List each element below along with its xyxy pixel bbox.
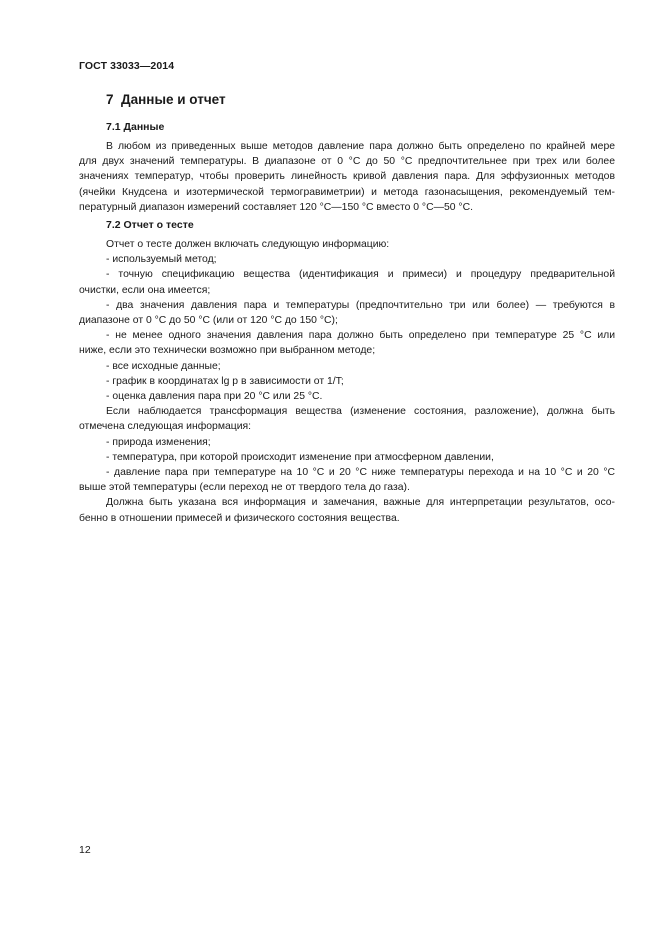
section-title [106,92,226,107]
text-line: Если наблюдается трансформация вещества (изменение состояния, разложение), должна быть [106,406,615,418]
list-item: - оценка давления пара при 20 °С или 25 °С. [106,391,323,403]
text-line: ниже, если это технически возможно при выбранном методе; [79,345,376,357]
text-line: выше этой температуры (если переход не от твердого тела до газа). [79,482,410,494]
list-item: - давление пара при температуре на 10 °С и 20 °С ниже температуры перехода и на 10 °С и 20 °С [106,467,615,479]
text-line: значениях температур, чтобы проверить линейность кривой давления пара. Для эффузионных методов [79,171,615,183]
list-item: - используемый метод; [106,254,217,266]
text-line: диапазоне от 0 °С до 50 °С (или от 120 °С до 150 °С); [79,315,338,327]
list-item: - природа изменения; [106,436,211,448]
text-line: В любом из приведенных выше методов давление пара должно быть определено по крайней мере [106,141,615,152]
list-item: - график в координатах lg p в зависимости от 1/T; [106,375,344,387]
section-number: 7 [106,92,114,107]
text-line: (ячейки Кнудсена и изотермической термогравиметрии) и метода газонасыщения, рекомендуемый тем- [79,186,615,198]
subsection-title-report: 7.2 Отчет о тесте [106,219,194,231]
list-item: - температура, при которой происходит изменение при атмосферном давлении, [106,451,494,463]
page-number: 12 [79,844,91,856]
data-paragraph [79,139,615,215]
text-line: Отчет о тесте должен включать следующую информацию: [106,239,390,250]
text-line: очистки, если она имеется; [79,284,211,296]
text-line: бенно в отношении примесей и физического состояния вещества. [79,512,400,524]
report-paragraphs [79,237,615,526]
text-line: отмечена следующая информация: [79,421,252,433]
subsection-title-data: 7.1 Данные [106,121,165,133]
standard-header: ГОСТ 33033—2014 [79,60,175,72]
list-item: - точную спецификацию вещества (идентификация и примеси) и процедуру предварительной [106,269,615,281]
list-item: - два значения давления пара и температуры (предпочтительно три или более) — требуются в [106,299,615,311]
list-item: - все исходные данные; [106,360,221,372]
list-item: - не менее одного значения давления пара должно быть определено при температуре 25 °С или [106,330,615,342]
text-line: Должна быть указана вся информация и замечания, важные для интерпретации результатов, осо- [106,497,615,509]
text-line: для двух значений температуры. В диапазоне от 0 °С до 50 °С предпочтительнее при трех или более [79,156,615,168]
text-line: пературный диапазон измерений составляет 120 °С—150 °С вместо 0 °С—50 °С. [79,201,473,213]
section-heading: Данные и отчет [121,92,226,107]
